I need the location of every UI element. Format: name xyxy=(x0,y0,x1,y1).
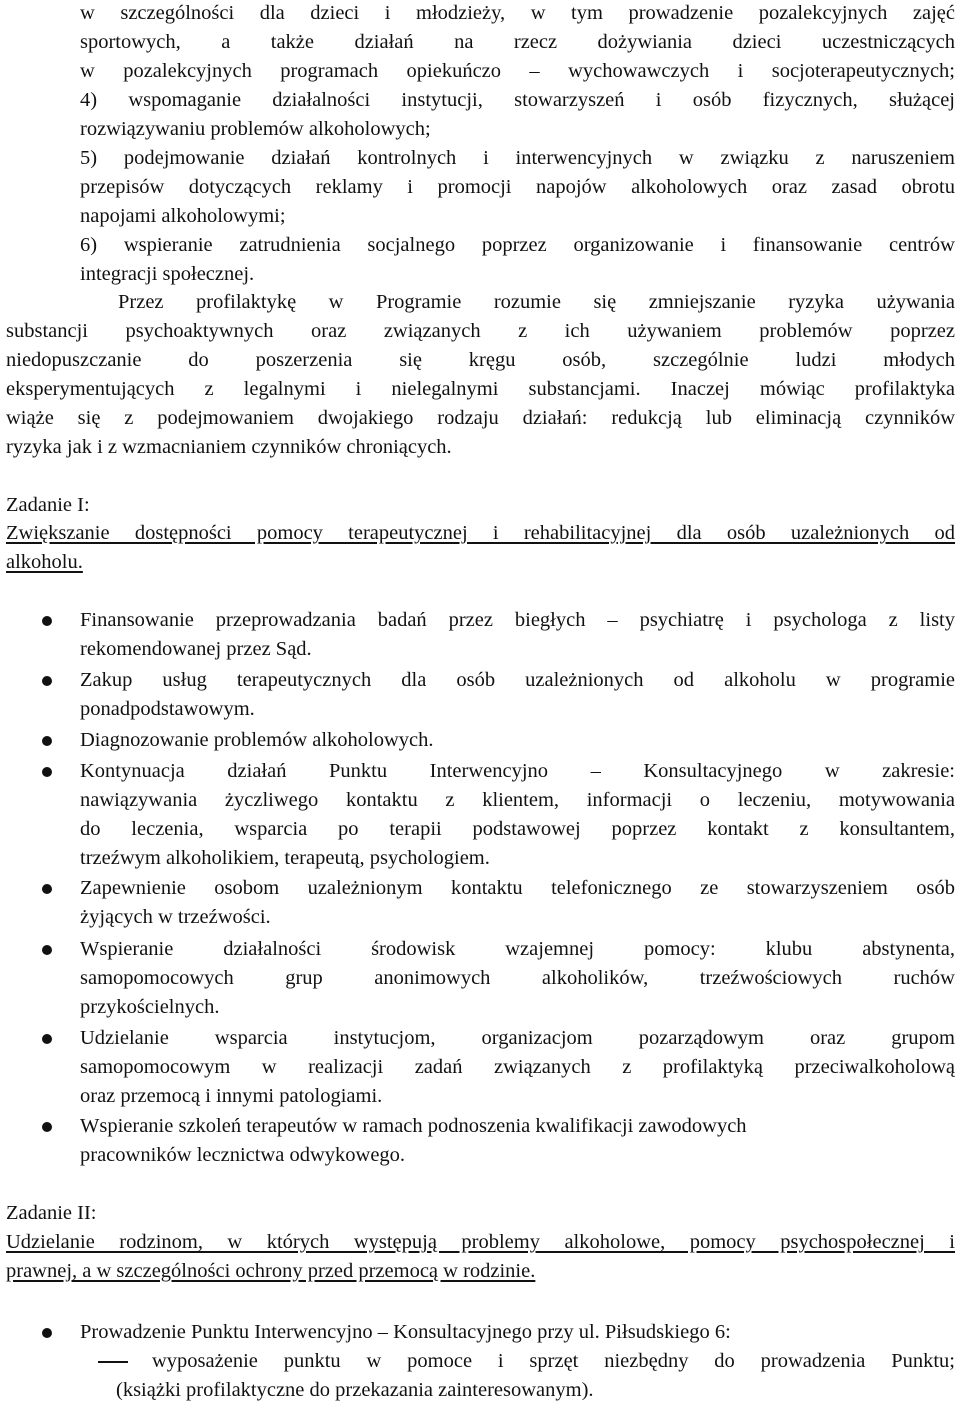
task-1-heading: Zadanie I: xyxy=(6,494,90,516)
intro-line: integracji społecznej. xyxy=(80,263,255,285)
list-item: Prowadzenie Punktu Interwencyjno – Konsultacyjnego przy ul. Piłsudskiego 6: xyxy=(80,1321,731,1343)
intro-line: przepisów dotyczących reklamy i promocji napojów alkoholowych oraz zasad obrotu xyxy=(80,176,955,198)
list-item: Kontynuacja działań Punktu Interwencyjno – Konsultacyjnego w zakresie: xyxy=(80,760,955,782)
bullet-icon xyxy=(42,616,52,626)
task-2-title: prawnej, a w szczególności ochrony przed przemocą w rodzinie. xyxy=(6,1260,536,1282)
sub-list-item: wyposażenie punktu w pomoce i sprzęt niezbędny do prowadzenia Punktu; xyxy=(152,1350,955,1372)
bullet-icon xyxy=(42,1034,52,1044)
list-item: Wspieranie szkoleń terapeutów w ramach podnoszenia kwalifikacji zawodowych xyxy=(80,1115,747,1137)
list-item: Udzielanie wsparcia instytucjom, organizacjom pozarządowym oraz grupom xyxy=(80,1027,955,1049)
list-item: Wspieranie działalności środowisk wzajemnej pomocy: klubu abstynenta, xyxy=(80,938,955,960)
sub-list-item-cont: (książki profilaktyczne do przekazania zainteresowanym). xyxy=(116,1379,594,1401)
bullet-icon xyxy=(42,736,52,746)
task-1-title: Zwiększanie dostępności pomocy terapeutycznej i rehabilitacyjnej dla osób uzależnionych od xyxy=(6,522,955,544)
list-item-cont: pracowników lecznictwa odwykowego. xyxy=(80,1144,406,1166)
paragraph-line: wiąże się z podejmowaniem dwojakiego rodzaju działań: redukcją lub eliminacją czynników xyxy=(6,407,955,429)
bullet-icon xyxy=(42,676,52,686)
list-item-cont: do leczenia, wsparcia po terapii podstawowej poprzez kontakt z konsultantem, xyxy=(80,818,955,840)
intro-line: sportowych, a także działań na rzecz dożywiania dzieci uczestniczących xyxy=(80,31,955,53)
list-item-cont: nawiązywania życzliwego kontaktu z klientem, informacji o leczeniu, motywowania xyxy=(80,789,955,811)
list-item-cont: ponadpodstawowym. xyxy=(80,698,255,720)
paragraph-line: eksperymentujących z legalnymi i nielegalnymi substancjami. Inaczej mówiąc profilaktyka xyxy=(6,378,955,400)
list-item: Zapewnienie osobom uzależnionym kontaktu telefonicznego ze stowarzyszeniem osób xyxy=(80,877,955,899)
list-item: Finansowanie przeprowadzania badań przez biegłych – psychiatrę i psychologa z listy xyxy=(80,609,955,631)
list-item-cont: rekomendowanej przez Sąd. xyxy=(80,638,312,660)
bullet-icon xyxy=(42,1328,52,1338)
paragraph-line: ryzyka jak i z wzmacnianiem czynników chroniących. xyxy=(6,436,452,458)
list-item-cont: trzeźwym alkoholikiem, terapeutą, psychologiem. xyxy=(80,847,490,869)
task-2-title: Udzielanie rodzinom, w których występują problemy alkoholowe, pomocy psychospołecznej i xyxy=(6,1231,955,1253)
list-item-cont: samopomocowych grup anonimowych alkoholików, trzeźwościowych ruchów xyxy=(80,967,955,989)
intro-item-5: 5) podejmowanie działań kontrolnych i interwencyjnych w związku z naruszeniem xyxy=(80,147,955,169)
intro-item-4: 4) wspomaganie działalności instytucji, stowarzyszeń i osób fizycznych, służącej xyxy=(80,89,955,111)
paragraph-line: Przez profilaktykę w Programie rozumie się zmniejszanie ryzyka używania xyxy=(118,291,955,313)
dash-icon xyxy=(98,1361,128,1363)
intro-line: w szczególności dla dzieci i młodzieży, w tym prowadzenie pozalekcyjnych zajęć xyxy=(80,2,955,24)
task-2-heading: Zadanie II: xyxy=(6,1202,97,1224)
intro-item-6: 6) wspieranie zatrudnienia socjalnego poprzez organizowanie i finansowanie centrów xyxy=(80,234,955,256)
list-item-cont: żyjących w trzeźwości. xyxy=(80,906,271,928)
list-item: Zakup usług terapeutycznych dla osób uzależnionych od alkoholu w programie xyxy=(80,669,955,691)
bullet-icon xyxy=(42,1122,52,1132)
bullet-icon xyxy=(42,945,52,955)
list-item-cont: oraz przemocą i innymi patologiami. xyxy=(80,1085,383,1107)
list-item-cont: przykościelnych. xyxy=(80,996,220,1018)
task-1-title: alkoholu. xyxy=(6,551,83,573)
intro-line: rozwiązywaniu problemów alkoholowych; xyxy=(80,118,431,140)
bullet-icon xyxy=(42,767,52,777)
intro-line: napojami alkoholowymi; xyxy=(80,205,286,227)
list-item: Diagnozowanie problemów alkoholowych. xyxy=(80,729,434,751)
bullet-icon xyxy=(42,884,52,894)
paragraph-line: substancji psychoaktywnych oraz związanych z ich używaniem problemów poprzez xyxy=(6,320,955,342)
paragraph-line: niedopuszczanie do poszerzenia się kręgu osób, szczególnie ludzi młodych xyxy=(6,349,955,371)
intro-line: w pozalekcyjnych programach opiekuńczo – wychowawczych i socjoterapeutycznych; xyxy=(80,60,955,82)
list-item-cont: samopomocowym w realizacji zadań związanych z profilaktyką przeciwalkoholową xyxy=(80,1056,955,1078)
